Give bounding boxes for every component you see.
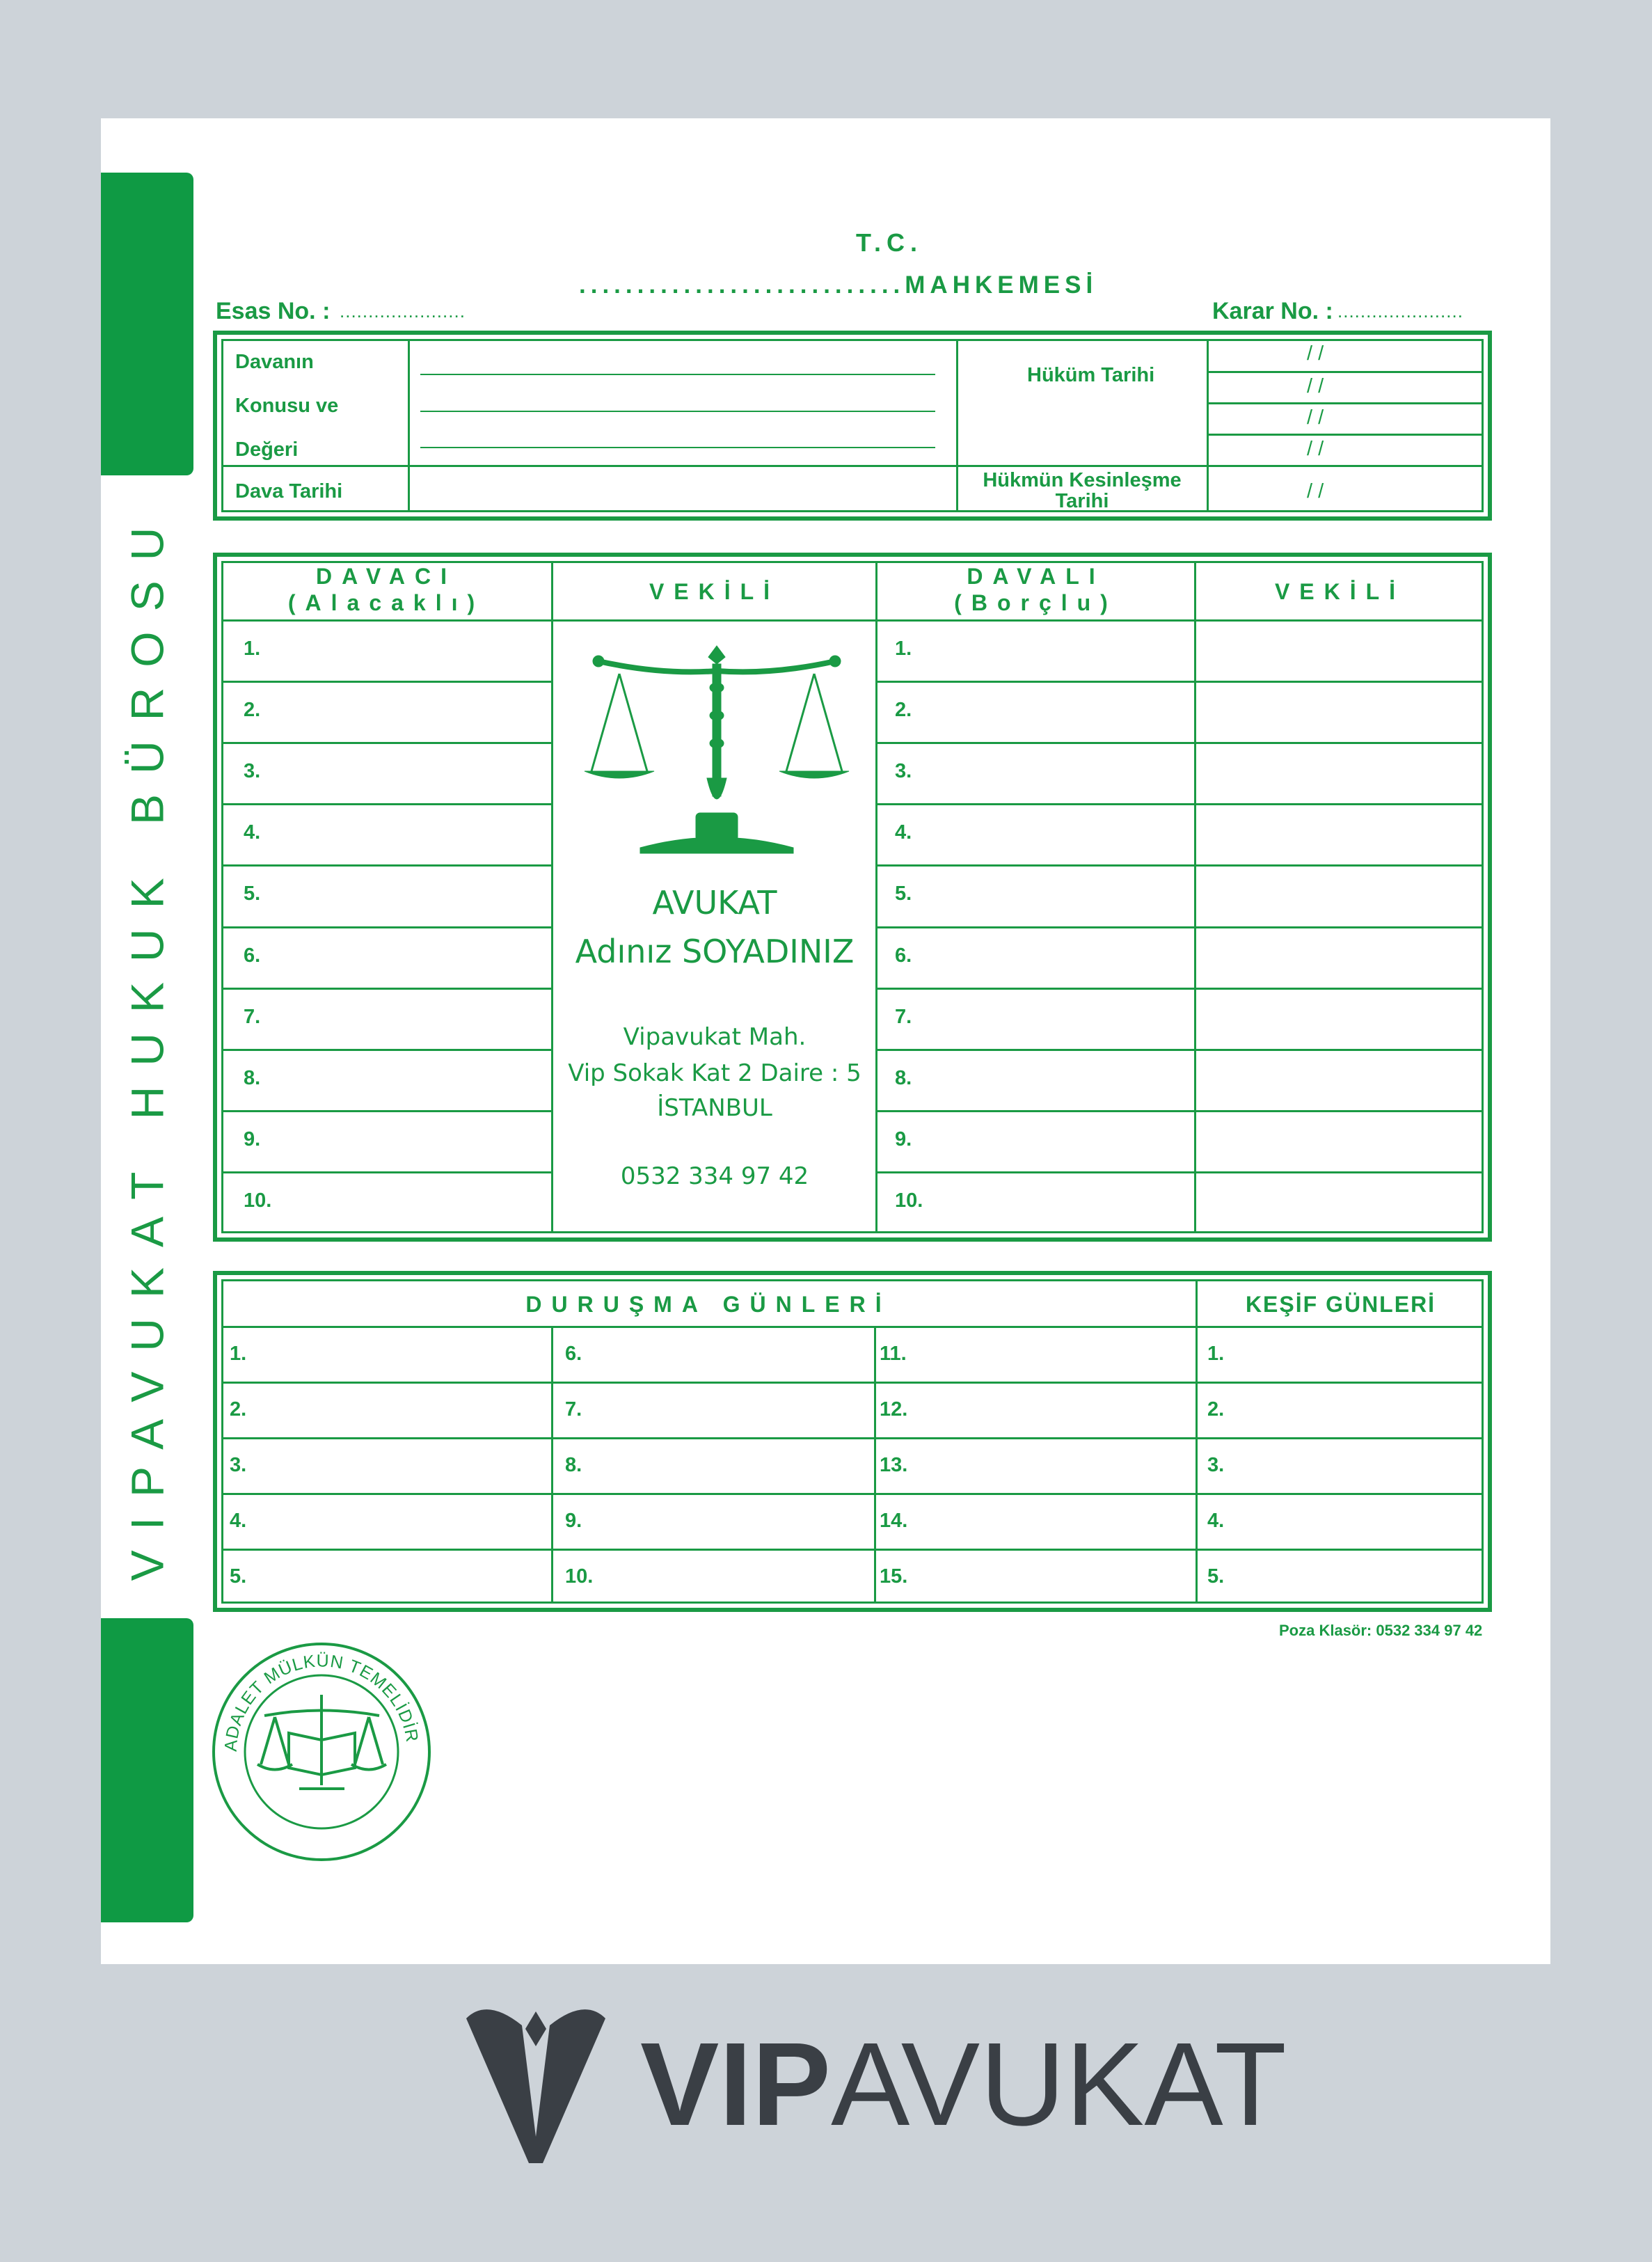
- date-slash-4: / /: [1307, 438, 1324, 460]
- esas-no-label: Esas No. :: [216, 298, 331, 324]
- court-name: ............................MAHKEMESİ: [579, 271, 1098, 299]
- konusu-label: Konusu ve: [235, 395, 339, 417]
- davali-row-number: 4.: [895, 821, 912, 844]
- davali-row-number: 9.: [895, 1128, 912, 1150]
- vekili-header-1: VEKİLİ: [649, 579, 780, 604]
- davanin-label: Davanın: [235, 351, 314, 373]
- davali-row-number: 6.: [895, 944, 912, 967]
- hearing-col4-number: 2.: [1207, 1398, 1225, 1421]
- vip-tie-icon: [466, 1998, 605, 2165]
- hearing-col3-number: 15.: [880, 1565, 908, 1588]
- davali-row-number: 5.: [895, 883, 912, 905]
- sidebar-bar-bottom: [101, 1618, 193, 1922]
- davaci-header: DAVACI: [316, 564, 456, 589]
- hearing-col3-number: 13.: [880, 1454, 908, 1476]
- davaci-row-number: 1.: [244, 638, 261, 660]
- hearing-col4-number: 5.: [1207, 1565, 1225, 1588]
- davaci-row-number: 7.: [244, 1005, 261, 1028]
- hearing-col1-number: 1.: [230, 1343, 247, 1365]
- date-slash-3: / /: [1307, 406, 1324, 429]
- davali-row-number: 2.: [895, 699, 912, 722]
- davali-row-number: 8.: [895, 1066, 912, 1089]
- lawyer-phone: 0532 334 97 42: [620, 1162, 809, 1190]
- hearing-col2-number: 6.: [565, 1343, 582, 1365]
- davaci-row-number: 9.: [244, 1128, 261, 1150]
- vertical-title: VIPAVUKAT HUKUK BÜROSU: [121, 507, 173, 1581]
- hearing-col1-number: 2.: [230, 1398, 247, 1421]
- hearing-col2-number: 7.: [565, 1398, 582, 1421]
- stamp-motto: ADALET MÜLKÜN TEMELİDİR: [221, 1651, 422, 1753]
- davali-sub-header: (Borçlu): [954, 590, 1118, 615]
- vekili-header-2: VEKİLİ: [1274, 579, 1406, 604]
- davaci-row-number: 5.: [244, 883, 261, 905]
- karar-no-dots: ......................: [1337, 301, 1463, 322]
- dava-tarihi-label: Dava Tarihi: [235, 480, 343, 503]
- footer-note: Poza Klasör: 0532 334 97 42: [1279, 1622, 1483, 1639]
- lawyer-name: Adınız SOYADINIZ: [575, 933, 855, 970]
- lawyer-title: AVUKAT: [652, 884, 777, 922]
- kesinlesme-label: Hükmün Kesinleşme Tarihi: [983, 469, 1182, 512]
- date-slash-1: / /: [1307, 342, 1324, 365]
- brand-wordmark: VIPAVUKAT: [640, 2018, 1287, 2151]
- kesif-header: KEŞİF GÜNLERİ: [1245, 1292, 1436, 1317]
- hearing-col3-number: 14.: [880, 1510, 908, 1532]
- degeri-label: Değeri: [235, 438, 299, 461]
- davali-header: DAVALI: [967, 564, 1105, 589]
- davaci-row-number: 4.: [244, 821, 261, 844]
- scales-of-justice-icon: [578, 639, 856, 869]
- brand-logo: [466, 1998, 1287, 2165]
- hearing-col2-number: 9.: [565, 1510, 582, 1532]
- davaci-row-number: 2.: [244, 699, 261, 722]
- davaci-row-number: 3.: [244, 760, 261, 783]
- hearing-col3-number: 11.: [880, 1343, 907, 1365]
- davaci-row-number: 10.: [244, 1189, 272, 1212]
- hearing-col3-number: 12.: [880, 1398, 908, 1421]
- hearing-col4-number: 1.: [1207, 1343, 1225, 1365]
- date-slash-2: / /: [1307, 375, 1324, 397]
- hearing-col2-number: 10.: [565, 1565, 594, 1588]
- hearing-col2-number: 8.: [565, 1454, 582, 1476]
- hearing-col4-number: 3.: [1207, 1454, 1225, 1476]
- davaci-row-number: 8.: [244, 1066, 261, 1089]
- davaci-sub-header: (Alacaklı): [287, 590, 485, 615]
- davali-row-number: 10.: [895, 1189, 923, 1212]
- case-info-inner: [221, 339, 1484, 512]
- karar-no-label: Karar No. :: [1212, 298, 1333, 324]
- sidebar-bar-top: [101, 173, 193, 475]
- davali-row-number: 1.: [895, 638, 912, 660]
- esas-no-dots: ......................: [340, 301, 466, 322]
- lawyer-address-2: Vip Sokak Kat 2 Daire : 5: [568, 1059, 861, 1087]
- hukum-tarihi-label: Hüküm Tarihi: [1027, 364, 1155, 386]
- lawyer-address-1: Vipavukat Mah.: [623, 1023, 807, 1051]
- davali-row-number: 7.: [895, 1005, 912, 1028]
- tc-label: T.C.: [856, 228, 923, 257]
- durusma-header: DURUŞMA GÜNLERİ: [525, 1292, 891, 1317]
- hearing-col1-number: 5.: [230, 1565, 247, 1588]
- davali-row-number: 3.: [895, 760, 912, 783]
- davaci-row-number: 6.: [244, 944, 261, 967]
- justice-stamp: [209, 1639, 435, 1865]
- lawyer-city: İSTANBUL: [657, 1094, 772, 1122]
- hearing-col1-number: 4.: [230, 1510, 247, 1532]
- hearing-col1-number: 3.: [230, 1454, 247, 1476]
- hearing-col4-number: 4.: [1207, 1510, 1225, 1532]
- date-slash-5: / /: [1307, 480, 1324, 503]
